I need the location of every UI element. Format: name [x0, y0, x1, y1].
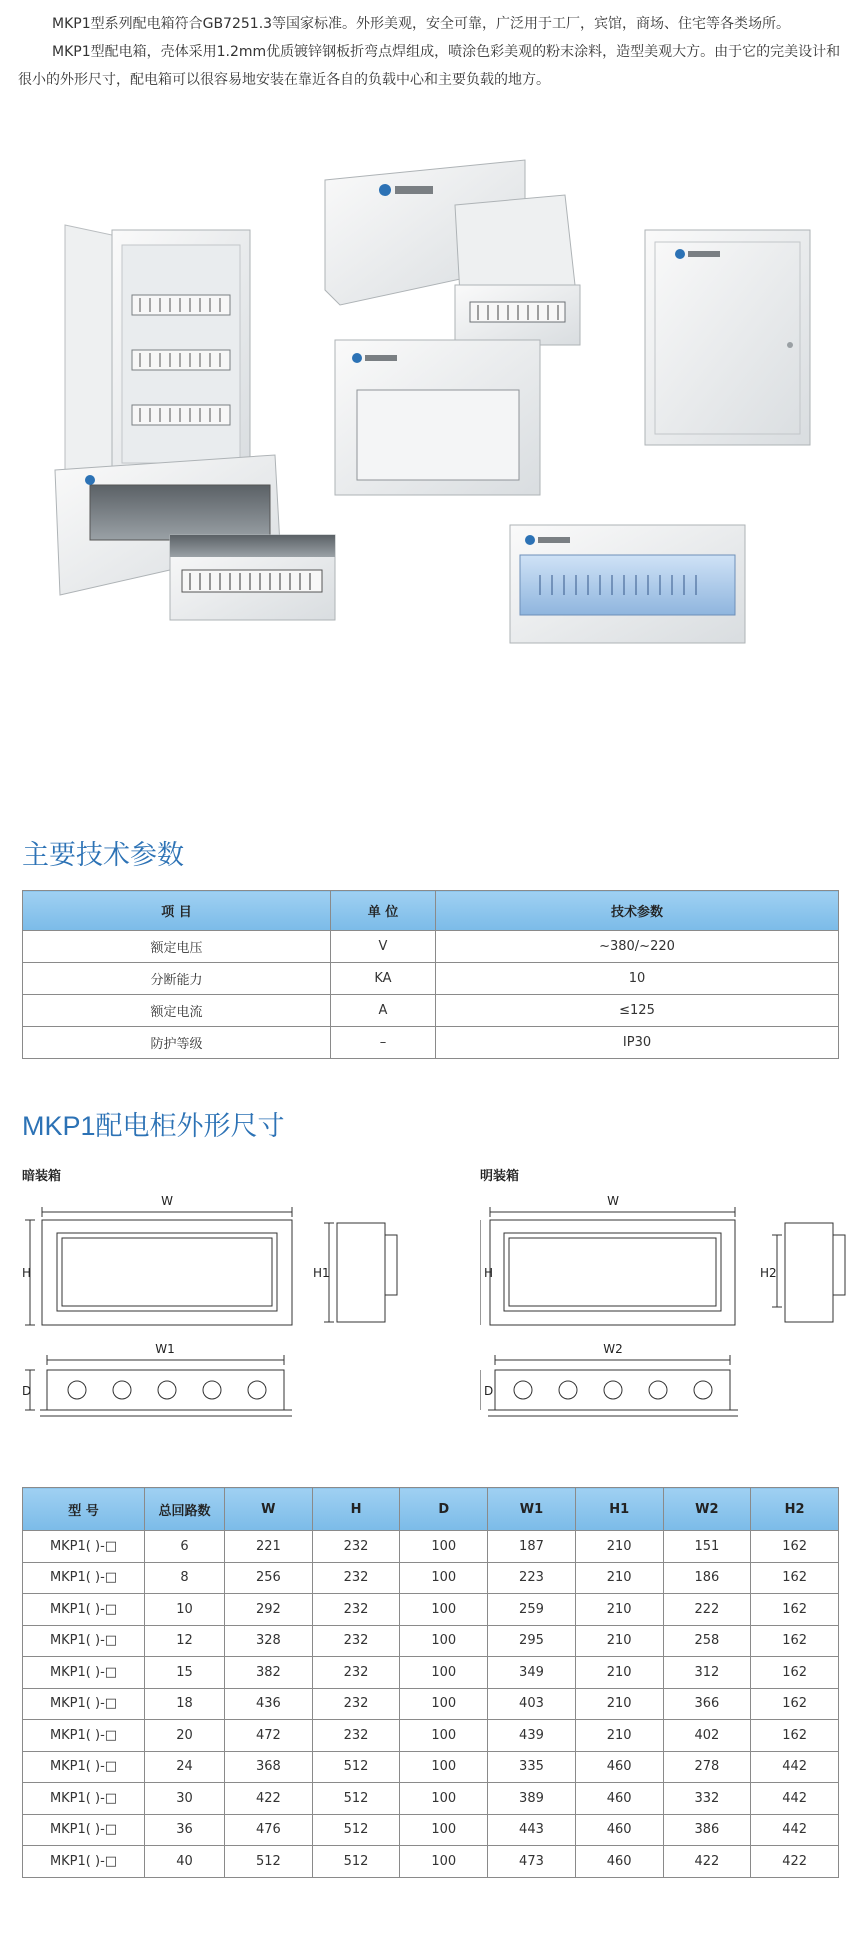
- dim-label-h2: H2: [760, 1266, 777, 1280]
- cell-w2: 402: [663, 1720, 751, 1752]
- brand-logo-mark: [688, 251, 720, 257]
- cell-h: 232: [312, 1562, 400, 1594]
- dim-label-w1: W1: [155, 1342, 175, 1356]
- header-w: W: [225, 1488, 313, 1531]
- cell-h1: 460: [575, 1814, 663, 1846]
- dimensions-title: MKP1配电柜外形尺寸: [22, 1111, 285, 1141]
- cell-w: 472: [225, 1720, 313, 1752]
- cell-model: MKP1( )-□: [23, 1625, 145, 1657]
- cell-d: 100: [400, 1657, 488, 1689]
- cell-circuits: 24: [145, 1751, 225, 1783]
- cell-h: 232: [312, 1657, 400, 1689]
- exposed-box-label: 明装箱: [480, 1169, 520, 1184]
- cell-value: IP30: [436, 1027, 839, 1059]
- cell-w1: 223: [488, 1562, 576, 1594]
- cell-h2: 442: [751, 1783, 839, 1815]
- cell-w1: 389: [488, 1783, 576, 1815]
- dim-label-d: D: [484, 1384, 494, 1398]
- cell-unit: –: [331, 1027, 436, 1059]
- brand-logo-icon: [525, 535, 535, 545]
- cell-model: MKP1( )-□: [23, 1657, 145, 1689]
- cell-circuits: 6: [145, 1531, 225, 1563]
- cell-w2: 258: [663, 1625, 751, 1657]
- cell-unit: KA: [331, 963, 436, 995]
- cell-h2: 162: [751, 1688, 839, 1720]
- cell-model: MKP1( )-□: [23, 1562, 145, 1594]
- tech-params-title: 主要技术参数: [22, 840, 184, 870]
- cell-h: 232: [312, 1594, 400, 1626]
- cell-item: 分断能力: [23, 963, 331, 995]
- cell-h: 512: [312, 1814, 400, 1846]
- cell-d: 100: [400, 1688, 488, 1720]
- cell-h: 232: [312, 1625, 400, 1657]
- cell-h2: 422: [751, 1846, 839, 1878]
- table-header-row: [23, 1488, 839, 1531]
- cell-d: 100: [400, 1594, 488, 1626]
- cell-w2: 332: [663, 1783, 751, 1815]
- cell-d: 100: [400, 1562, 488, 1594]
- cell-w1: 403: [488, 1688, 576, 1720]
- dim-label-h: H: [22, 1266, 32, 1280]
- cell-w2: 278: [663, 1751, 751, 1783]
- cell-circuits: 8: [145, 1562, 225, 1594]
- cell-h1: 210: [575, 1720, 663, 1752]
- cell-h: 232: [312, 1531, 400, 1563]
- table-row: [23, 995, 839, 1027]
- cell-model: MKP1( )-□: [23, 1751, 145, 1783]
- concealed-box-label: 暗装箱: [22, 1169, 62, 1184]
- cell-value: ≤125: [436, 995, 839, 1027]
- cell-h1: 210: [575, 1531, 663, 1563]
- product-illustrations: [0, 150, 860, 810]
- cell-h2: 162: [751, 1562, 839, 1594]
- cell-w1: 439: [488, 1720, 576, 1752]
- cell-w1: 187: [488, 1531, 576, 1563]
- table-row: [23, 1594, 839, 1626]
- cell-w: 221: [225, 1531, 313, 1563]
- cell-w: 512: [225, 1846, 313, 1878]
- cell-w: 382: [225, 1657, 313, 1689]
- cell-h2: 162: [751, 1720, 839, 1752]
- table-row: [23, 931, 839, 963]
- cell-model: MKP1( )-□: [23, 1688, 145, 1720]
- header-h2: H2: [751, 1488, 839, 1531]
- brand-logo-icon: [675, 249, 685, 259]
- cell-h2: 162: [751, 1657, 839, 1689]
- cell-w2: 366: [663, 1688, 751, 1720]
- dim-label-h1: H1: [313, 1266, 330, 1280]
- cell-w2: 386: [663, 1814, 751, 1846]
- header-item: 项 目: [23, 891, 331, 931]
- cell-circuits: 36: [145, 1814, 225, 1846]
- cell-d: 100: [400, 1625, 488, 1657]
- cell-w1: 335: [488, 1751, 576, 1783]
- dim-label-h: H: [484, 1266, 494, 1280]
- cell-item: 额定电流: [23, 995, 331, 1027]
- cell-item: 防护等级: [23, 1027, 331, 1059]
- cell-w1: 443: [488, 1814, 576, 1846]
- table-row: [23, 1625, 839, 1657]
- product-blue-window-box: [510, 525, 745, 643]
- header-d: D: [400, 1488, 488, 1531]
- cell-circuits: 30: [145, 1783, 225, 1815]
- brand-logo-mark: [395, 186, 433, 194]
- cell-w: 328: [225, 1625, 313, 1657]
- cell-w1: 473: [488, 1846, 576, 1878]
- cell-h2: 442: [751, 1751, 839, 1783]
- cell-model: MKP1( )-□: [23, 1846, 145, 1878]
- cell-w2: 186: [663, 1562, 751, 1594]
- cell-h2: 162: [751, 1594, 839, 1626]
- cell-h1: 210: [575, 1657, 663, 1689]
- cell-d: 100: [400, 1783, 488, 1815]
- cell-model: MKP1( )-□: [23, 1783, 145, 1815]
- cell-h: 512: [312, 1751, 400, 1783]
- table-row: [23, 1027, 839, 1059]
- header-w1: W1: [488, 1488, 576, 1531]
- product-open-door-cabinet: [65, 225, 250, 485]
- cell-h2: 162: [751, 1531, 839, 1563]
- concealed-dimension-drawing: [22, 1185, 402, 1435]
- cell-model: MKP1( )-□: [23, 1720, 145, 1752]
- concealed-box-diagram: [22, 1165, 402, 1435]
- cell-unit: V: [331, 931, 436, 963]
- cell-h: 512: [312, 1783, 400, 1815]
- cell-h1: 210: [575, 1625, 663, 1657]
- cell-circuits: 12: [145, 1625, 225, 1657]
- tech-params-table: [22, 890, 839, 1059]
- cell-model: MKP1( )-□: [23, 1531, 145, 1563]
- product-wide-box-with-cover: [325, 160, 580, 345]
- cell-item: 额定电压: [23, 931, 331, 963]
- product-small-closed-box: [335, 340, 540, 495]
- cell-d: 100: [400, 1720, 488, 1752]
- table-row: [23, 963, 839, 995]
- product-dark-window-boxes: [55, 455, 335, 620]
- brand-logo-mark: [538, 537, 570, 543]
- table-row: [23, 1814, 839, 1846]
- dim-label-d: D: [22, 1384, 32, 1398]
- table-row: [23, 1688, 839, 1720]
- intro-text: [18, 10, 844, 94]
- table-row: [23, 1562, 839, 1594]
- intro-paragraph-1: MKP1型系列配电箱符合GB7251.3等国家标准。外形美观，安全可靠，广泛用于工厂，宾馆，商场、住宅等各类场所。: [52, 16, 791, 32]
- cell-w1: 259: [488, 1594, 576, 1626]
- cell-h1: 210: [575, 1594, 663, 1626]
- dimensions-table: [22, 1487, 839, 1878]
- intro-paragraph-2: MKP1型配电箱，壳体采用1.2mm优质镀锌钢板折弯点焊组成，喷涂色彩美观的粉末涂料，造型美观大方。由于它的完美设计和很小的外形尺寸，配电箱可以很容易地安装在靠近各自的负载中心和主要负载的地方。: [18, 44, 841, 88]
- table-row: [23, 1657, 839, 1689]
- cell-h: 232: [312, 1720, 400, 1752]
- brand-logo-icon: [379, 184, 391, 196]
- product-tall-closed-cabinet: [645, 230, 810, 445]
- header-value: 技术参数: [436, 891, 839, 931]
- table-row: [23, 1751, 839, 1783]
- cell-w1: 349: [488, 1657, 576, 1689]
- header-h: H: [312, 1488, 400, 1531]
- cell-model: MKP1( )-□: [23, 1814, 145, 1846]
- header-model: 型 号: [23, 1488, 145, 1531]
- cell-w: 422: [225, 1783, 313, 1815]
- dim-label-w: W: [607, 1194, 619, 1208]
- cell-w: 292: [225, 1594, 313, 1626]
- table-header-row: [23, 891, 839, 931]
- cell-h1: 460: [575, 1751, 663, 1783]
- brand-logo-mark: [365, 355, 397, 361]
- cell-circuits: 40: [145, 1846, 225, 1878]
- cell-w: 476: [225, 1814, 313, 1846]
- cell-unit: A: [331, 995, 436, 1027]
- cell-d: 100: [400, 1531, 488, 1563]
- cell-h: 512: [312, 1846, 400, 1878]
- cell-circuits: 15: [145, 1657, 225, 1689]
- table-row: [23, 1783, 839, 1815]
- cell-d: 100: [400, 1846, 488, 1878]
- cell-d: 100: [400, 1751, 488, 1783]
- cell-circuits: 18: [145, 1688, 225, 1720]
- cell-w1: 295: [488, 1625, 576, 1657]
- cell-d: 100: [400, 1814, 488, 1846]
- cell-value: 10: [436, 963, 839, 995]
- cell-h1: 210: [575, 1688, 663, 1720]
- cell-h2: 162: [751, 1625, 839, 1657]
- cell-circuits: 10: [145, 1594, 225, 1626]
- dim-label-w: W: [161, 1194, 173, 1208]
- table-row: [23, 1720, 839, 1752]
- header-unit: 单 位: [331, 891, 436, 931]
- cell-w: 256: [225, 1562, 313, 1594]
- exposed-dimension-drawing: [480, 1185, 860, 1435]
- cell-w2: 422: [663, 1846, 751, 1878]
- header-circuits: 总回路数: [145, 1488, 225, 1531]
- cell-circuits: 20: [145, 1720, 225, 1752]
- brand-logo-icon: [85, 475, 95, 485]
- cell-h2: 442: [751, 1814, 839, 1846]
- cell-h1: 210: [575, 1562, 663, 1594]
- cell-model: MKP1( )-□: [23, 1594, 145, 1626]
- table-row: [23, 1531, 839, 1563]
- header-w2: W2: [663, 1488, 751, 1531]
- dimensions-table-body: [23, 1531, 839, 1878]
- product-photos: [0, 150, 860, 810]
- cell-h1: 460: [575, 1846, 663, 1878]
- cell-h: 232: [312, 1688, 400, 1720]
- table-row: [23, 1846, 839, 1878]
- cell-value: ~380/~220: [436, 931, 839, 963]
- cell-w2: 151: [663, 1531, 751, 1563]
- cell-w2: 222: [663, 1594, 751, 1626]
- cell-w: 368: [225, 1751, 313, 1783]
- header-h1: H1: [575, 1488, 663, 1531]
- exposed-box-diagram: [480, 1165, 860, 1435]
- brand-logo-icon: [352, 353, 362, 363]
- cell-w: 436: [225, 1688, 313, 1720]
- dim-label-w2: W2: [603, 1342, 623, 1356]
- cell-h1: 460: [575, 1783, 663, 1815]
- cell-w2: 312: [663, 1657, 751, 1689]
